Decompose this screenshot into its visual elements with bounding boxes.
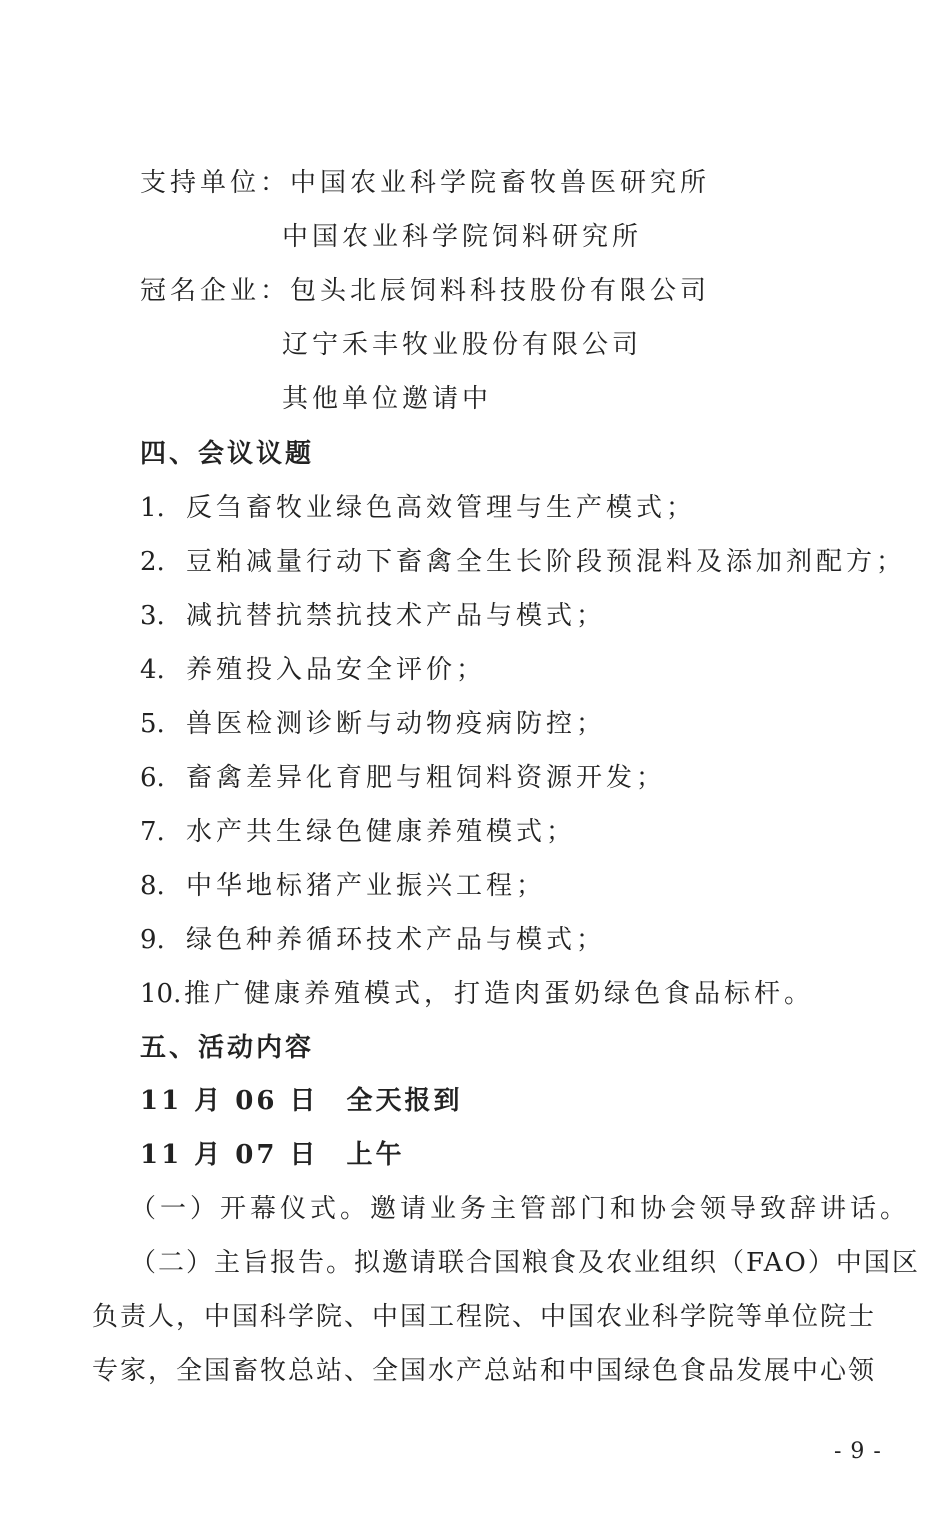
topic-number: 2. <box>140 547 165 577</box>
section-4-title: 四、会议议题 <box>140 439 315 469</box>
topic-item <box>140 761 666 795</box>
paragraph-keynote-line-2: 负责人，中国科学院、中国工程院、中国农业科学院等单位院士 <box>92 1302 877 1332</box>
topic-item <box>140 545 906 579</box>
topic-text: 反刍畜牧业绿色高效管理与生产模式； <box>186 493 697 523</box>
topic-number: 3. <box>140 601 165 631</box>
sponsor-row-1 <box>140 274 710 308</box>
support-org-2: 中国农业科学院饲料研究所 <box>282 222 643 252</box>
topic-text: 兽医检测诊断与动物疫病防控； <box>186 709 607 739</box>
support-label: 支持单位： <box>140 168 291 198</box>
topic-item <box>140 815 576 849</box>
topic-text: 推广健康养殖模式，打造肉蛋奶绿色食品标杆。 <box>184 979 815 1009</box>
page-number: - 9 - <box>834 1439 882 1464</box>
topic-text: 中华地标猪产业振兴工程； <box>186 871 547 901</box>
topic-item <box>140 599 606 633</box>
sponsor-org-3: 其他单位邀请中 <box>282 384 493 414</box>
topic-number: 4. <box>140 655 165 685</box>
paragraph-opening: （一）开幕仪式。邀请业务主管部门和协会领导致辞讲话。 <box>130 1194 911 1224</box>
schedule-date: 11 月 06 日 <box>140 1086 319 1116</box>
topic-item <box>140 653 486 687</box>
topic-number: 8. <box>140 871 165 901</box>
topic-text: 绿色种养循环技术产品与模式； <box>186 925 607 955</box>
topic-item <box>140 977 814 1011</box>
topic-item <box>140 707 606 741</box>
support-org-1: 中国农业科学院畜牧兽医研究所 <box>290 168 711 198</box>
paragraph-keynote-line-1: （二）主旨报告。拟邀请联合国粮食及农业组织（FAO）中国区 <box>130 1248 920 1278</box>
schedule-desc: 全天报到 <box>346 1086 463 1116</box>
topic-number: 7. <box>140 817 165 847</box>
topic-number: 9. <box>140 925 165 955</box>
paragraph-keynote-line-3: 专家，全国畜牧总站、全国水产总站和中国绿色食品发展中心领 <box>92 1356 877 1386</box>
topic-item <box>140 491 696 525</box>
sponsor-row-3 <box>282 382 492 416</box>
section-5-title: 五、活动内容 <box>140 1033 315 1063</box>
sponsor-label: 冠名企业： <box>140 276 291 306</box>
sponsor-row-2 <box>282 328 642 362</box>
schedule-day-2 <box>140 1138 405 1172</box>
topic-item <box>140 923 606 957</box>
schedule-day-1 <box>140 1084 463 1118</box>
topic-number: 5. <box>140 709 165 739</box>
topic-number: 1. <box>140 493 165 523</box>
topic-text: 养殖投入品安全评价； <box>186 655 487 685</box>
schedule-date: 11 月 07 日 <box>140 1140 319 1170</box>
topic-item <box>140 869 546 903</box>
topic-text: 减抗替抗禁抗技术产品与模式； <box>186 601 607 631</box>
sponsor-org-2: 辽宁禾丰牧业股份有限公司 <box>282 330 643 360</box>
sponsor-org-1: 包头北辰饲料科技股份有限公司 <box>290 276 711 306</box>
topic-text: 豆粕减量行动下畜禽全生长阶段预混料及添加剂配方； <box>186 547 907 577</box>
topic-text: 水产共生绿色健康养殖模式； <box>186 817 577 847</box>
topic-number: 10. <box>140 979 182 1009</box>
topic-number: 6. <box>140 763 165 793</box>
schedule-desc: 上午 <box>346 1140 405 1170</box>
support-row-1 <box>140 166 710 200</box>
topic-text: 畜禽差异化育肥与粗饲料资源开发； <box>186 763 667 793</box>
support-row-2 <box>282 220 642 254</box>
